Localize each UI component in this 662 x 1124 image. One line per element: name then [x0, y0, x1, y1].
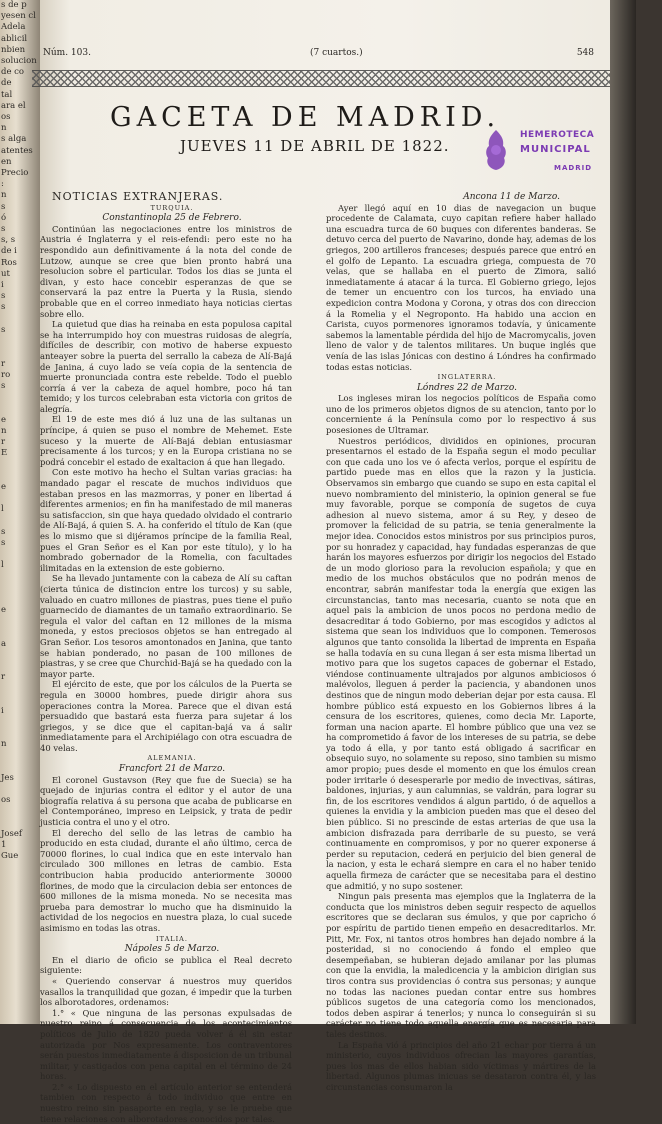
gutter-text-line: s: [1, 224, 6, 235]
dateline-place: Nápoles 5 de Marzo.: [124, 944, 220, 955]
gutter-text-line: [0, 717, 40, 728]
dateline-place: Ancona 11 de Marzo.: [463, 192, 560, 202]
price: (7 cuartos.): [310, 48, 363, 58]
library-stamp: [480, 126, 614, 182]
paragraph: El 19 de este mes dió á luz una de las sultanas un príncipe, á quien se puso el nombre de Mehemet. Este suceso y la muerte de Alí-Bajá debian entusiasmar precisamente á los turcos; y en la Europa cristiana no se podrá concebir el estado de exaltacion á que han llegado.: [40, 414, 292, 467]
gutter-text-line: [0, 751, 40, 762]
gutter-text-line: e: [1, 414, 7, 425]
paragraph: Ayer llegó aquí en 10 dias de navegacion un buque procedente de Calamata, cuyo capitan refiere haber hallado una escuadra turca de 60 buques con diferentes banderas. Se detuvo cerca del puerto de Navarino, donde hay, ademas de los griegos, 200 artilleros franceses; después parece que entró en el golfo de Lepanto. La escuadra griega, compuesta de 70 velas, que se hallaba en el puerto de Zimora, salió inmediatamente á atacar á la turca. El Gobierno griego, lejos de temer un encuentro con los turcos, ha enviado una expedicion contra Modona y Corona, y otras dos con direccion á la Romelia y el Negroponto. Ha habido una accion en Carista, cuyos pormenores ignoramos todavía, y únicamente sabemos la lamentable pérdida del hijo de Macromycalis, joven lleno de valor y de talentos militares. Un buque inglés que venía de las islas Jónicas con destino á Lóndres ha confirmado todas estas noticias.: [326, 202, 596, 372]
dateline: JUEVES 11 DE ABRIL DE 1822.: [180, 137, 450, 155]
paragraph: Continúan las negociaciones entre los ministros de Austria é Inglaterra y el reis-efendi: pero este no ha respondido aun definitivamente á la nota del conde de Lutzow, aunque se cree que bien pronto habrá una resolucion sobre el particular. Todos los dias se junta el divan, y esto hace concebir esperanzas de que se conservará la paz entre la Puerta y la Rusia, siendo probable que en el correo inmediato haya noticias ciertas sobre ello.: [40, 223, 292, 319]
paragraph: Ningun pais presenta mas ejemplos que la Inglaterra de la conducta que los ministros deben seguir respecto de aquellos escritores que se declaran sus émulos, y que por capricho ó por espíritu de partido tienen empeño en desacreditarlos. Mr. Pitt, Mr. Fox, ni tantos otros hombres han dejado nombre á la posteridad, si no conociendo á fondo el empleo que desempeñaban, se hubieran dejado amilanar por las plumas con que la envidia, la maledicencia y la ambicion dirigian sus tiros contra sus providencias ó contra sus personas; y aunque no todas las naciones puedan contar entre sus hombres públicos sugetos de una categoría como los mencionados, todos deben aspirar á tenerlos; y nunca lo conseguirán si su carácter no tiene todo aquella energía que es necesaria para tales destinos.: [326, 891, 596, 1039]
gutter-text-line: s: [1, 324, 6, 335]
gutter-text-line: ó: [1, 212, 7, 223]
dateline-place: Francfort 21 de Marzo.: [118, 764, 226, 775]
gutter-text-line: [0, 403, 40, 414]
gutter-text-line: [0, 863, 40, 874]
gutter-text-line: s de p: [1, 0, 27, 10]
page-edge-shadow: [610, 0, 636, 1024]
gutter-text-line: n: [1, 190, 7, 201]
gutter-text-line: [0, 336, 40, 347]
gutter-text-line: [0, 818, 40, 829]
gutter-text-line: atentes: [1, 145, 33, 156]
gutter-text-line: ablicil: [1, 33, 28, 44]
gutter-text-line: s: [1, 537, 6, 548]
gutter-text-line: [0, 549, 40, 560]
gutter-text-line: e: [1, 604, 7, 615]
gutter-text-line: i: [1, 280, 4, 291]
gutter-text-line: :: [1, 179, 4, 190]
gutter-text-line: solucion: [1, 56, 37, 67]
gutter-text-line: ara el: [1, 100, 26, 111]
stamp-line-1: HEMEROTECA: [520, 130, 595, 140]
gutter-text-line: r: [1, 358, 6, 369]
gutter-text-line: [0, 683, 40, 694]
gutter-text-line: [0, 695, 40, 706]
gutter-text-line: r: [1, 436, 6, 447]
gutter-text-line: de i: [1, 246, 17, 257]
paragraph: Nuestros periódicos, divididos en opiniones, procuran presentarnos el estado de la España segun el modo peculiar con que cada uno los ve ó afecta verlos, porque el espíritu de partido puede mas en ellos que la razon y la justicia. Observamos sin embargo que cuando se supo en esta capital el nuevo nombramiento del ministerio, la opinion general se fue muy favorable, porque se componía de sugetos de cuya adhesion al nuevo sistema, amor á su Rey, y deseo de promover la felicidad de su patria, se tenia generalmente la mejor idea. Conocidos estos ministros por sus principios puros, por su honradez y capacidad, hay fundadas esperanzas de que harán los mayores esfuerzos por dirigir los negocios del Estado de un modo glorioso para la revolucion española; y que en medio de los muchos obstáculos que no podrán menos de encontrar, sabrán manifestar toda la energía que exigen las circunstancias, tanto mas necesaria, cuanto se nota que en aquel pais la ambicion de unos pocos no perdona medio de desacreditar á todo Gobierno, por mas escogidos y adictos al sistema que sean los individuos que lo componen. Temerosos algunos que tanto consolida la libertad de imprenta en España se halla todavía en su cuna llegan á ser esta misma libertad un motivo para que los sugetos capaces de gobernar el Estado, viéndose continuamente ultrajados por algunos ambiciosos ó malévolos, lleguen á perder la paciencia, y abandonen unos destinos que de ningun modo deberian dejar por esta causa. El hombre público está expuesto en los Gobiernos libres á la censura de los escritores, quienes, como decia Mr. Laporte, forman una nacion aparte. El hombre público que una vez se ha comprometido á favor de los intereses de su patria, se debe ya todo á ella, y por tanto está obligado á sacrificar en obsequio suyo, no solamente su reposo, sino tambien su mismo amor propio; pues desde el momento en que los émulos crean poder irritarle ó desesperarle por medio de invectivas, sátiras, baldones, injurias, y aun calumnias, se valdrán, para lograr su fin, de los escritores vendidos á algun partido, ó de aquellos a quienes la envidia y la ambicion pueden mas que el deseo del bien público. Si no prescinde de estas arterias de que usa la ambicion disfrazada para derribarle de su puesto, se verá continuamente en compromisos, y por no querer exponerse á perder su reputacion, cederá en perjuicio del bien general de la nacion, y esta le echará siempre en cara el no haber tenido aquella firmeza de carácter que se necesitaba para el destino que admitió, y no supo sostener.: [326, 435, 597, 891]
gutter-text-line: s: [1, 302, 6, 313]
gutter-text-line: [0, 347, 40, 358]
gutter-text-line: r: [1, 672, 6, 683]
gutter-text-line: Jes: [1, 773, 14, 784]
gutter-text-line: [0, 515, 40, 526]
gutter-text-line: [0, 493, 40, 504]
gutter-text-line: l: [1, 560, 4, 571]
paragraph: Los ingleses miran los negocios políticos de España como uno de los primeros objetos dignos de su atencion, tanto por lo concerniente á la Península como por lo respectivo á sus posesiones de Ultramar.: [326, 393, 596, 436]
gutter-text-line: 1: [1, 840, 7, 851]
gutter-text-line: yesen cl: [1, 11, 36, 22]
previous-page-gutter: [0, 0, 40, 1024]
gutter-text-line: i: [1, 705, 4, 716]
gutter-text-line: s, s: [1, 235, 16, 246]
section-title: NOTICIAS EXTRANJERAS.: [52, 190, 224, 203]
right-column: [326, 192, 596, 1092]
gutter-text-line: de co: [1, 67, 25, 78]
newspaper-page: [40, 0, 636, 1124]
gutter-text-line: [0, 459, 40, 470]
gutter-text-line: Ros: [1, 257, 17, 268]
gutter-text-line: Precio: [1, 168, 29, 179]
gutter-text-line: [0, 594, 40, 605]
gutter-text-line: s: [1, 380, 6, 391]
paragraph: 2.° « Lo dispuesto en el artículo anterior se entenderá tambien con respecto á todo individuo que entre en nuestro reino sin pasaporte en regla, y se le pruebe que tiene relaciones con alborotadores conocidos por tales.: [40, 1081, 292, 1124]
paragraph: « Queriendo conservar á nuestros muy queridos vasallos la tranquilidad que gozan, é impedir que la turben los alborotadores, ordenamos:: [40, 975, 292, 1008]
stamp-line-3: MADRID: [554, 164, 592, 172]
gutter-text-line: [0, 762, 40, 773]
gutter-text-line: Josef: [1, 829, 23, 840]
country-heading: ALEMANIA.: [147, 754, 197, 763]
gutter-text-line: n: [1, 739, 7, 750]
gutter-text-line: Adela: [1, 22, 26, 33]
gutter-text-line: [0, 728, 40, 739]
gutter-text-line: n: [1, 425, 7, 436]
issue-number: Núm. 103.: [43, 48, 91, 58]
gutter-text-line: [0, 471, 40, 482]
masthead-title: GACETA DE MADRID.: [110, 102, 501, 133]
paragraph: Con este motivo ha hecho el Sultan varias gracias: ha mandado pagar el rescate de muchos individuos que estaban presos en las mazmorras, y poner en libertad á diferentes armenios; en fin ha manifestado de mil maneras su satisfaccion, sin que haya quedado olvidado el contrario de Alí-Bajá, á quien S. A. ha conferido el título de Kan (que es lo mismo que si dijéramos príncipe de la familia Real, pues el Gran Señor es el Kan por este título), y lo ha nombrado gobernador de la Romelia, con facultades ilimitadas en la extension de este gobierno.: [40, 467, 292, 573]
crest-icon: [480, 128, 512, 172]
stamp-line-2: MUNICIPAL: [520, 144, 591, 155]
gutter-text-line: en: [1, 156, 12, 167]
gutter-text-line: [0, 661, 40, 672]
country-heading: TURQUIA.: [150, 203, 194, 212]
gutter-text-line: os: [1, 795, 11, 806]
paragraph: La España vió á principios del año 21 echar por tierra á un ministerio, cuyos individuos ofrecian las mayores garantías, pues los mas de ellos habian sido víctimas y mártires de la libertad. Algunos plumas inicuas se desataron contra él, y las circunstancias consumaron la: [326, 1039, 596, 1092]
gutter-text-line: [0, 650, 40, 661]
gutter-text-line: s: [1, 201, 6, 212]
header-top: [40, 48, 636, 64]
gutter-text-line: os: [1, 112, 11, 123]
gutter-text-line: l: [1, 504, 4, 515]
gutter-text-line: a: [1, 638, 7, 649]
gutter-text-line: tal: [1, 89, 13, 100]
gutter-text-line: [0, 807, 40, 818]
country-heading: ITALIA.: [156, 934, 188, 943]
gutter-text-line: [0, 627, 40, 638]
gutter-text-line: e: [1, 481, 7, 492]
gutter-text-line: [0, 616, 40, 627]
page-number: 548: [576, 48, 594, 58]
gutter-text-line: Gue: [1, 851, 19, 862]
gutter-text-line: [0, 583, 40, 594]
gutter-text-line: s: [1, 291, 6, 302]
ornamental-border: [32, 70, 626, 87]
gutter-text-line: [0, 571, 40, 582]
paragraph: Se ha llevado juntamente con la cabeza de Alí su caftan (cierta túnica de distincion entre los turcos) y su sable, valuado en cuatro millones de piastras, pues tiene el puño guarnecido de diamantes de un tamaño extraordinario. Se regula el valor del caftan en 12 millones de la misma moneda, y estos preciosos objetos se han entregado al Gran Señor. Los tesoros amontonados en Janina, que tanto se habian ponderado, no pasan de 100 millones de piastras, y se cree que Churchid-Bajá se ha quedado con la mayor parte.: [40, 573, 292, 679]
gutter-text-line: s alga: [1, 134, 27, 145]
paragraph: El coronel Gustavson (Rey que fue de Suecia) se ha quejado de injurias contra el editor y el autor de una biografía relativa á su persona que acaba de publicarse en el Contemporáneo, impreso en Leipsick, y trata de pedir justicia contra el uno y el otro.: [40, 774, 292, 828]
gutter-text-line: ut: [1, 268, 10, 279]
left-column: [40, 192, 292, 1124]
gutter-text-line: n: [1, 123, 7, 134]
paragraph: La quietud que dias ha reinaba en esta populosa capital se ha interrumpido hoy con muestras ruidosas de alegría, difíciles de describir, con motivo de haberse expuesto anteayer sobre la puerta del serrallo la cabeza de Alí-Bajá de Janina, á cuyo lado se veía copia de la sentencia de muerte pronunciada contra este rebelde. Todo el pueblo corría á ver la cabeza de aquel hombre, poco há tan temido; y los turcos celebraban esta victoria con gritos de alegría.: [40, 319, 292, 414]
paragraph: El ejército de este, que por los cálculos de la Puerta se regula en 30000 hombres, puede dirigir ahora sus operaciones contra la Morea. Parece que el divan está persuadido que bastará esta fuerza para sujetar á los griegos, y se dice que el capitan-bajá va á salir inmediatamente para el Archipiélago con otra escuadra de 40 velas.: [40, 679, 292, 753]
gutter-text-line: ro: [1, 369, 11, 380]
paragraph: El derecho del sello de las letras de cambio ha producido en esta ciudad, durante el año último, cerca de 70000 florines, lo cual indica que en este intervalo han circulado 300 millones en letras de cambio. Esta contribucion habia producido anteriormente 30000 florines, de modo que la circulacion debia ser entonces de 600 millones de la misma moneda. No se necesita mas prueba para demostrar lo mucho que ha disminuido la actividad de los negocios en nuestra plaza, lo cual sucede asimismo en todas las otras.: [40, 827, 292, 933]
gutter-text-line: de: [1, 78, 12, 89]
gutter-text-line: [0, 784, 40, 795]
gutter-text-line: [0, 392, 40, 403]
dateline-place: Constantinopla 25 de Febrero.: [102, 213, 242, 224]
paragraph: 1.° « Que ninguna de las personas expulsadas de nuestro reino á consecuencia de los acontecimientos políticos de Julio de 1820 pueda volver á él sin estar autorizada por Nos expresamente. Los contraventores serán puestos inmediatamente á disposicion de un tribunal militar, y castigados con pena capital en el término de 24 horas.: [40, 1007, 292, 1082]
gutter-text-line: s: [1, 526, 6, 537]
paragraph: En el diario de oficio se publica el Real decreto siguiente:: [40, 954, 292, 976]
dateline-place: Lóndres 22 de Marzo.: [416, 382, 518, 393]
country-heading: INGLATERRA.: [437, 373, 497, 382]
gutter-text-line: E: [1, 448, 8, 459]
gutter-text-line: nbien: [1, 44, 26, 55]
gutter-text-line: [0, 314, 40, 325]
